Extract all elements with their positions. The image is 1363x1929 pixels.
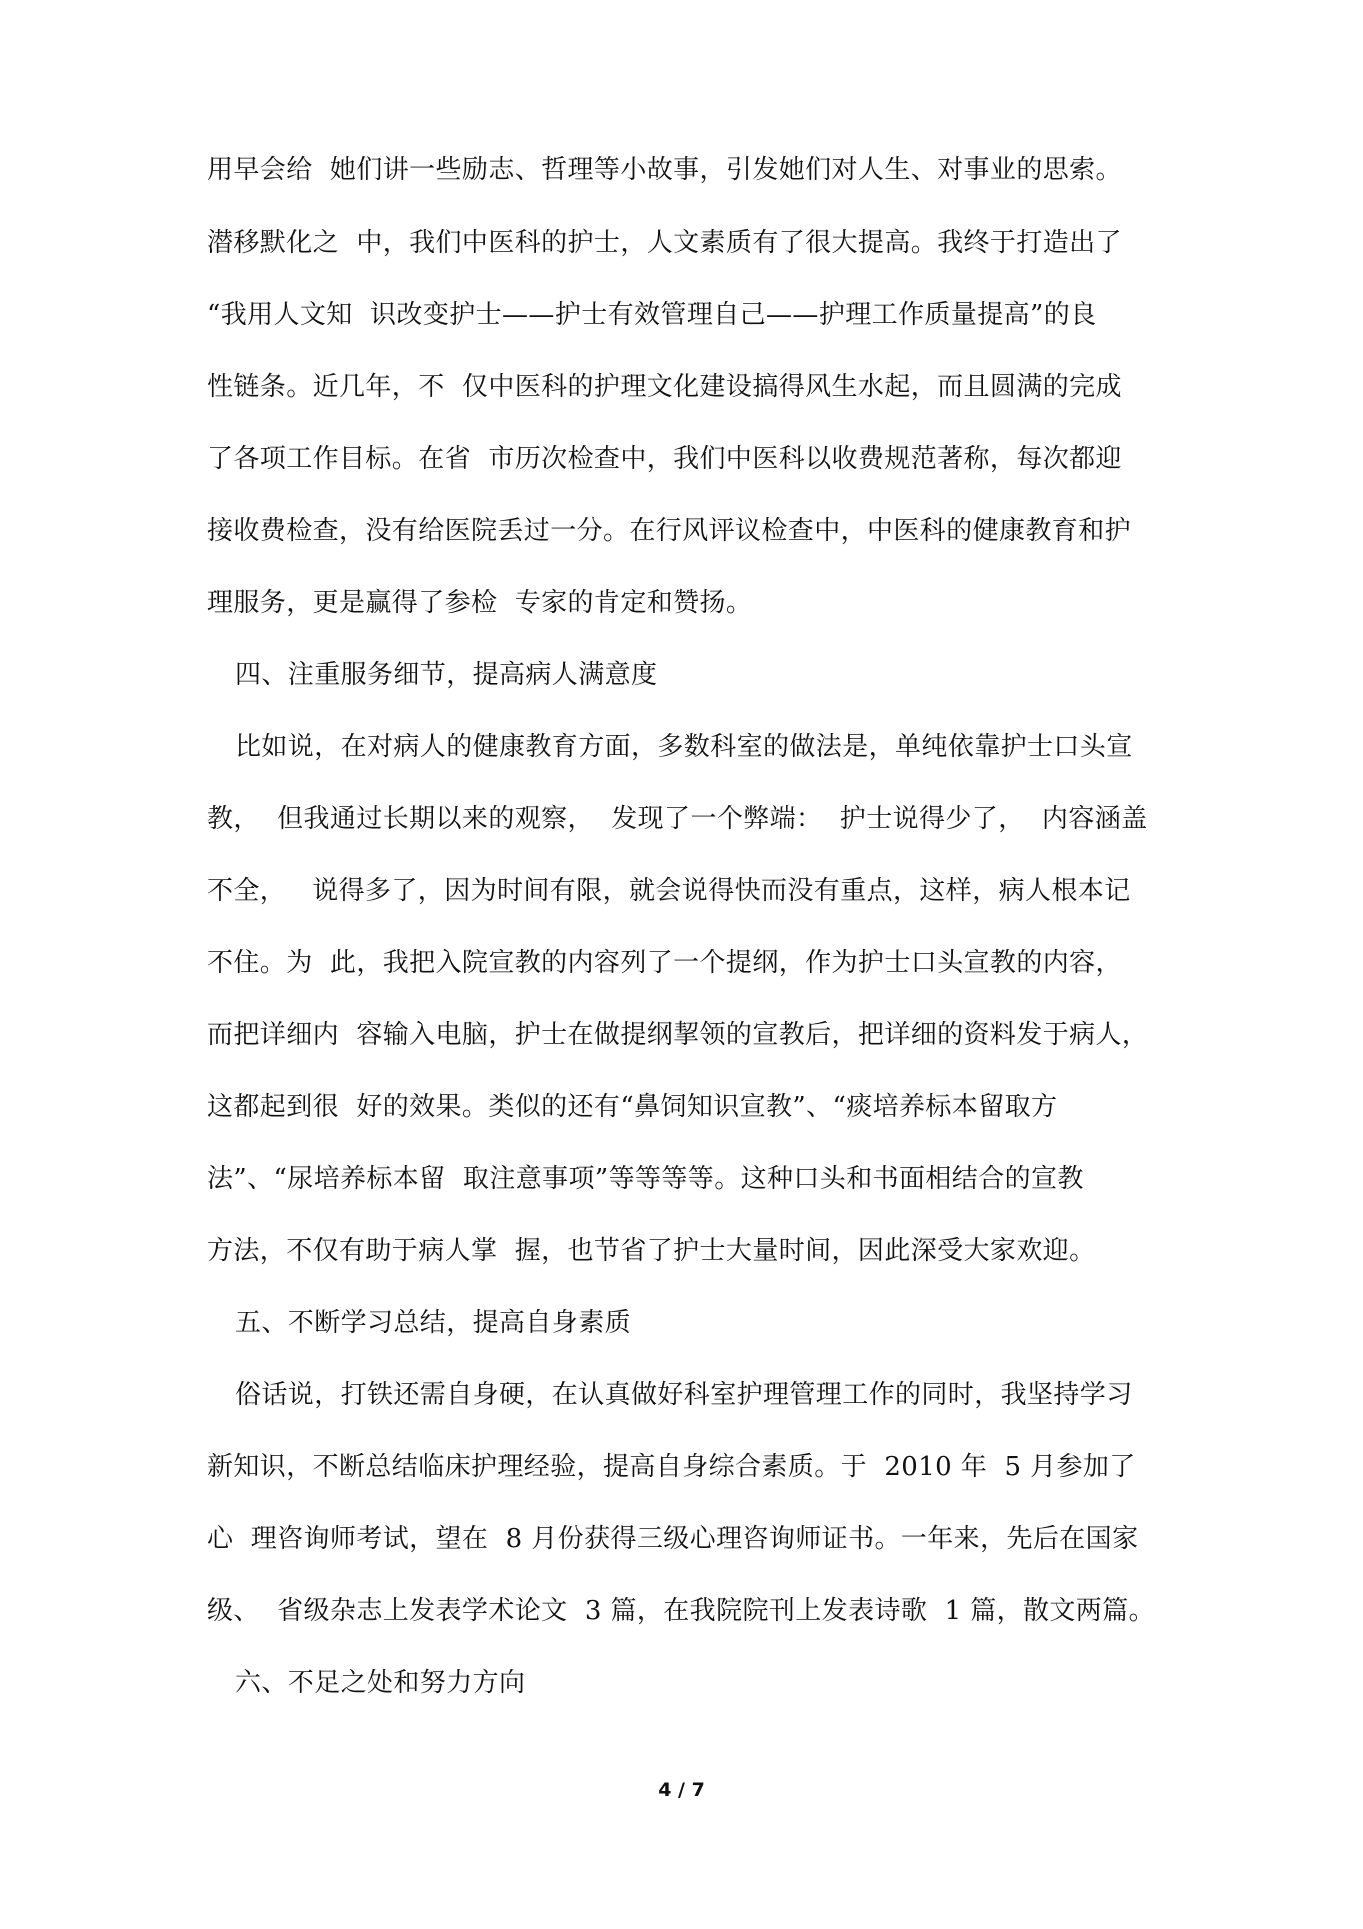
body-text-line: 心 理咨询师考试，望在 8 月份获得三级心理咨询师证书。一年来，先后在国家: [207, 1524, 1139, 1554]
body-text-line: 用早会给 她们讲一些励志、哲理等小故事，引发她们对人生、对事业的思索。: [207, 155, 1122, 185]
body-text-line: 教， 但我通过长期以来的观察， 发现了一个弊端： 护士说得少了， 内容涵盖: [207, 804, 1148, 834]
body-text-line: 不全， 说得多了，因为时间有限，就会说得快而没有重点，这样，病人根本记: [207, 876, 1131, 906]
body-text-line: 性链条。近几年，不 仅中医科的护理文化建设搞得风生水起，而且圆满的完成: [207, 372, 1122, 402]
body-text-line: 比如说，在对病人的健康教育方面，多数科室的做法是，单纯依靠护士口头宣: [235, 732, 1133, 762]
body-text-line: 而把详细内 容输入电脑，护士在做提纲挈领的宣教后，把详细的资料发于病人，: [207, 1020, 1149, 1050]
section-heading: 六、不足之处和努力方向: [235, 1668, 526, 1698]
section-heading: 四、注重服务细节，提高病人满意度: [235, 660, 658, 690]
body-text-line: 不住。为 此，我把入院宣教的内容列了一个提纲，作为护士口头宣教的内容，: [207, 948, 1122, 978]
body-text-line: 级、 省级杂志上发表学术论文 3 篇，在我院院刊上发表诗歌 1 篇，散文两篇。: [207, 1596, 1156, 1626]
body-text-line: 新知识，不断总结临床护理经验，提高自身综合素质。于 2010 年 5 月参加了: [207, 1452, 1136, 1482]
body-text-line: 这都起到很 好的效果。类似的还有“鼻饲知识宣教”、“痰培养标本留取方: [207, 1092, 1058, 1122]
body-text-line: 潜移默化之 中，我们中医科的护士，人文素质有了很大提高。我终于打造出了: [207, 228, 1122, 258]
body-text-line: 俗话说，打铁还需自身硬，在认真做好科室护理管理工作的同时，我坚持学习: [235, 1380, 1133, 1410]
section-heading: 五、不断学习总结，提高自身素质: [235, 1308, 632, 1338]
body-text-line: 了各项工作目标。在省 市历次检查中，我们中医科以收费规范著称，每次都迎: [207, 444, 1122, 474]
page-number: 4 / 7: [658, 1779, 705, 1801]
body-text-line: 理服务，更是赢得了参检 专家的肯定和赞扬。: [207, 588, 753, 618]
body-text-line: “我用人文知 识改变护士——护士有效管理自己——护理工作质量提高”的良: [207, 300, 1097, 330]
body-text-line: 法”、“尿培养标本留 取注意事项”等等等等。这种口头和书面相结合的宣教: [207, 1164, 1084, 1194]
body-text-line: 方法，不仅有助于病人掌 握，也节省了护士大量时间，因此深受大家欢迎。: [207, 1236, 1096, 1266]
body-text-line: 接收费检查，没有给医院丢过一分。在行风评议检查中，中医科的健康教育和护: [207, 516, 1132, 546]
